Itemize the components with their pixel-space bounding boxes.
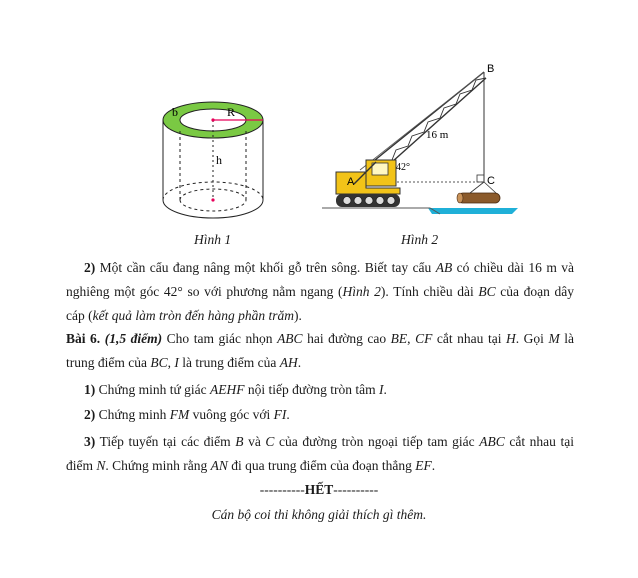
- boom-upper: [383, 78, 486, 170]
- bai6-statement: Bài 6. (1,5 điểm) Cho tam giác nhọn ABC hai đường cao BE, CF cắt nhau tại H. Gọi M là trung điểm của BC, I là trung điểm của AH.: [66, 331, 575, 370]
- label-length: 16 m: [426, 129, 449, 141]
- label-A: A: [347, 176, 355, 188]
- label-R: R: [227, 105, 236, 119]
- label-b: b: [172, 105, 178, 119]
- label-C: C: [487, 175, 495, 187]
- right-angle-mark: [477, 175, 484, 182]
- hollow-cylinder-figure: [163, 102, 263, 218]
- end-marker: ----------HẾT----------: [259, 482, 379, 497]
- crane-figure: [322, 63, 518, 214]
- label-B: B: [487, 63, 495, 75]
- center-bottom-dot: [211, 198, 214, 201]
- log: [458, 193, 500, 203]
- label-angle: 42°: [396, 162, 410, 173]
- boom-lattice: [380, 78, 486, 164]
- figure2-caption: Hình 2: [401, 232, 439, 247]
- inner-bottom-front: [180, 200, 246, 211]
- river-bank: [322, 208, 440, 214]
- label-h: h: [216, 153, 222, 167]
- bai6-q3: 3) Tiếp tuyến tại các điểm B và C của đường tròn ngoại tiếp tam giác ABC cắt nhau tại điểm N. Chứng minh rằng AN đi qua trung điểm của đoạn thẳng EF.: [66, 434, 574, 473]
- bai6-q2: 2) Chứng minh FM vuông góc với FI.: [84, 407, 290, 422]
- bai6-q1: 1) Chứng minh tứ giác AEHF nội tiếp đường tròn tâm I.: [84, 382, 387, 397]
- footer-note: Cán bộ coi thi không giải thích gì thêm.: [211, 507, 427, 522]
- crane-back-cable: [360, 72, 484, 170]
- center-top-dot: [211, 118, 214, 121]
- figure1-caption: Hình 1: [194, 232, 232, 247]
- figures-svg: [0, 0, 638, 252]
- problem-2: 2) Một cần cẩu đang nâng một khối gỗ trên sông. Biết tay cẩu AB có chiều dài 16 m và nghiêng một góc 42° so với phương nằm ngang (Hình 2). Tính chiều dài BC của đoạn dây cáp (kết quả làm tròn đến hàng phần trăm).: [66, 260, 575, 323]
- river-water: [428, 208, 518, 214]
- crane-window: [372, 163, 388, 175]
- figures-area: [0, 0, 638, 252]
- cylinder-bottom-front: [163, 200, 263, 218]
